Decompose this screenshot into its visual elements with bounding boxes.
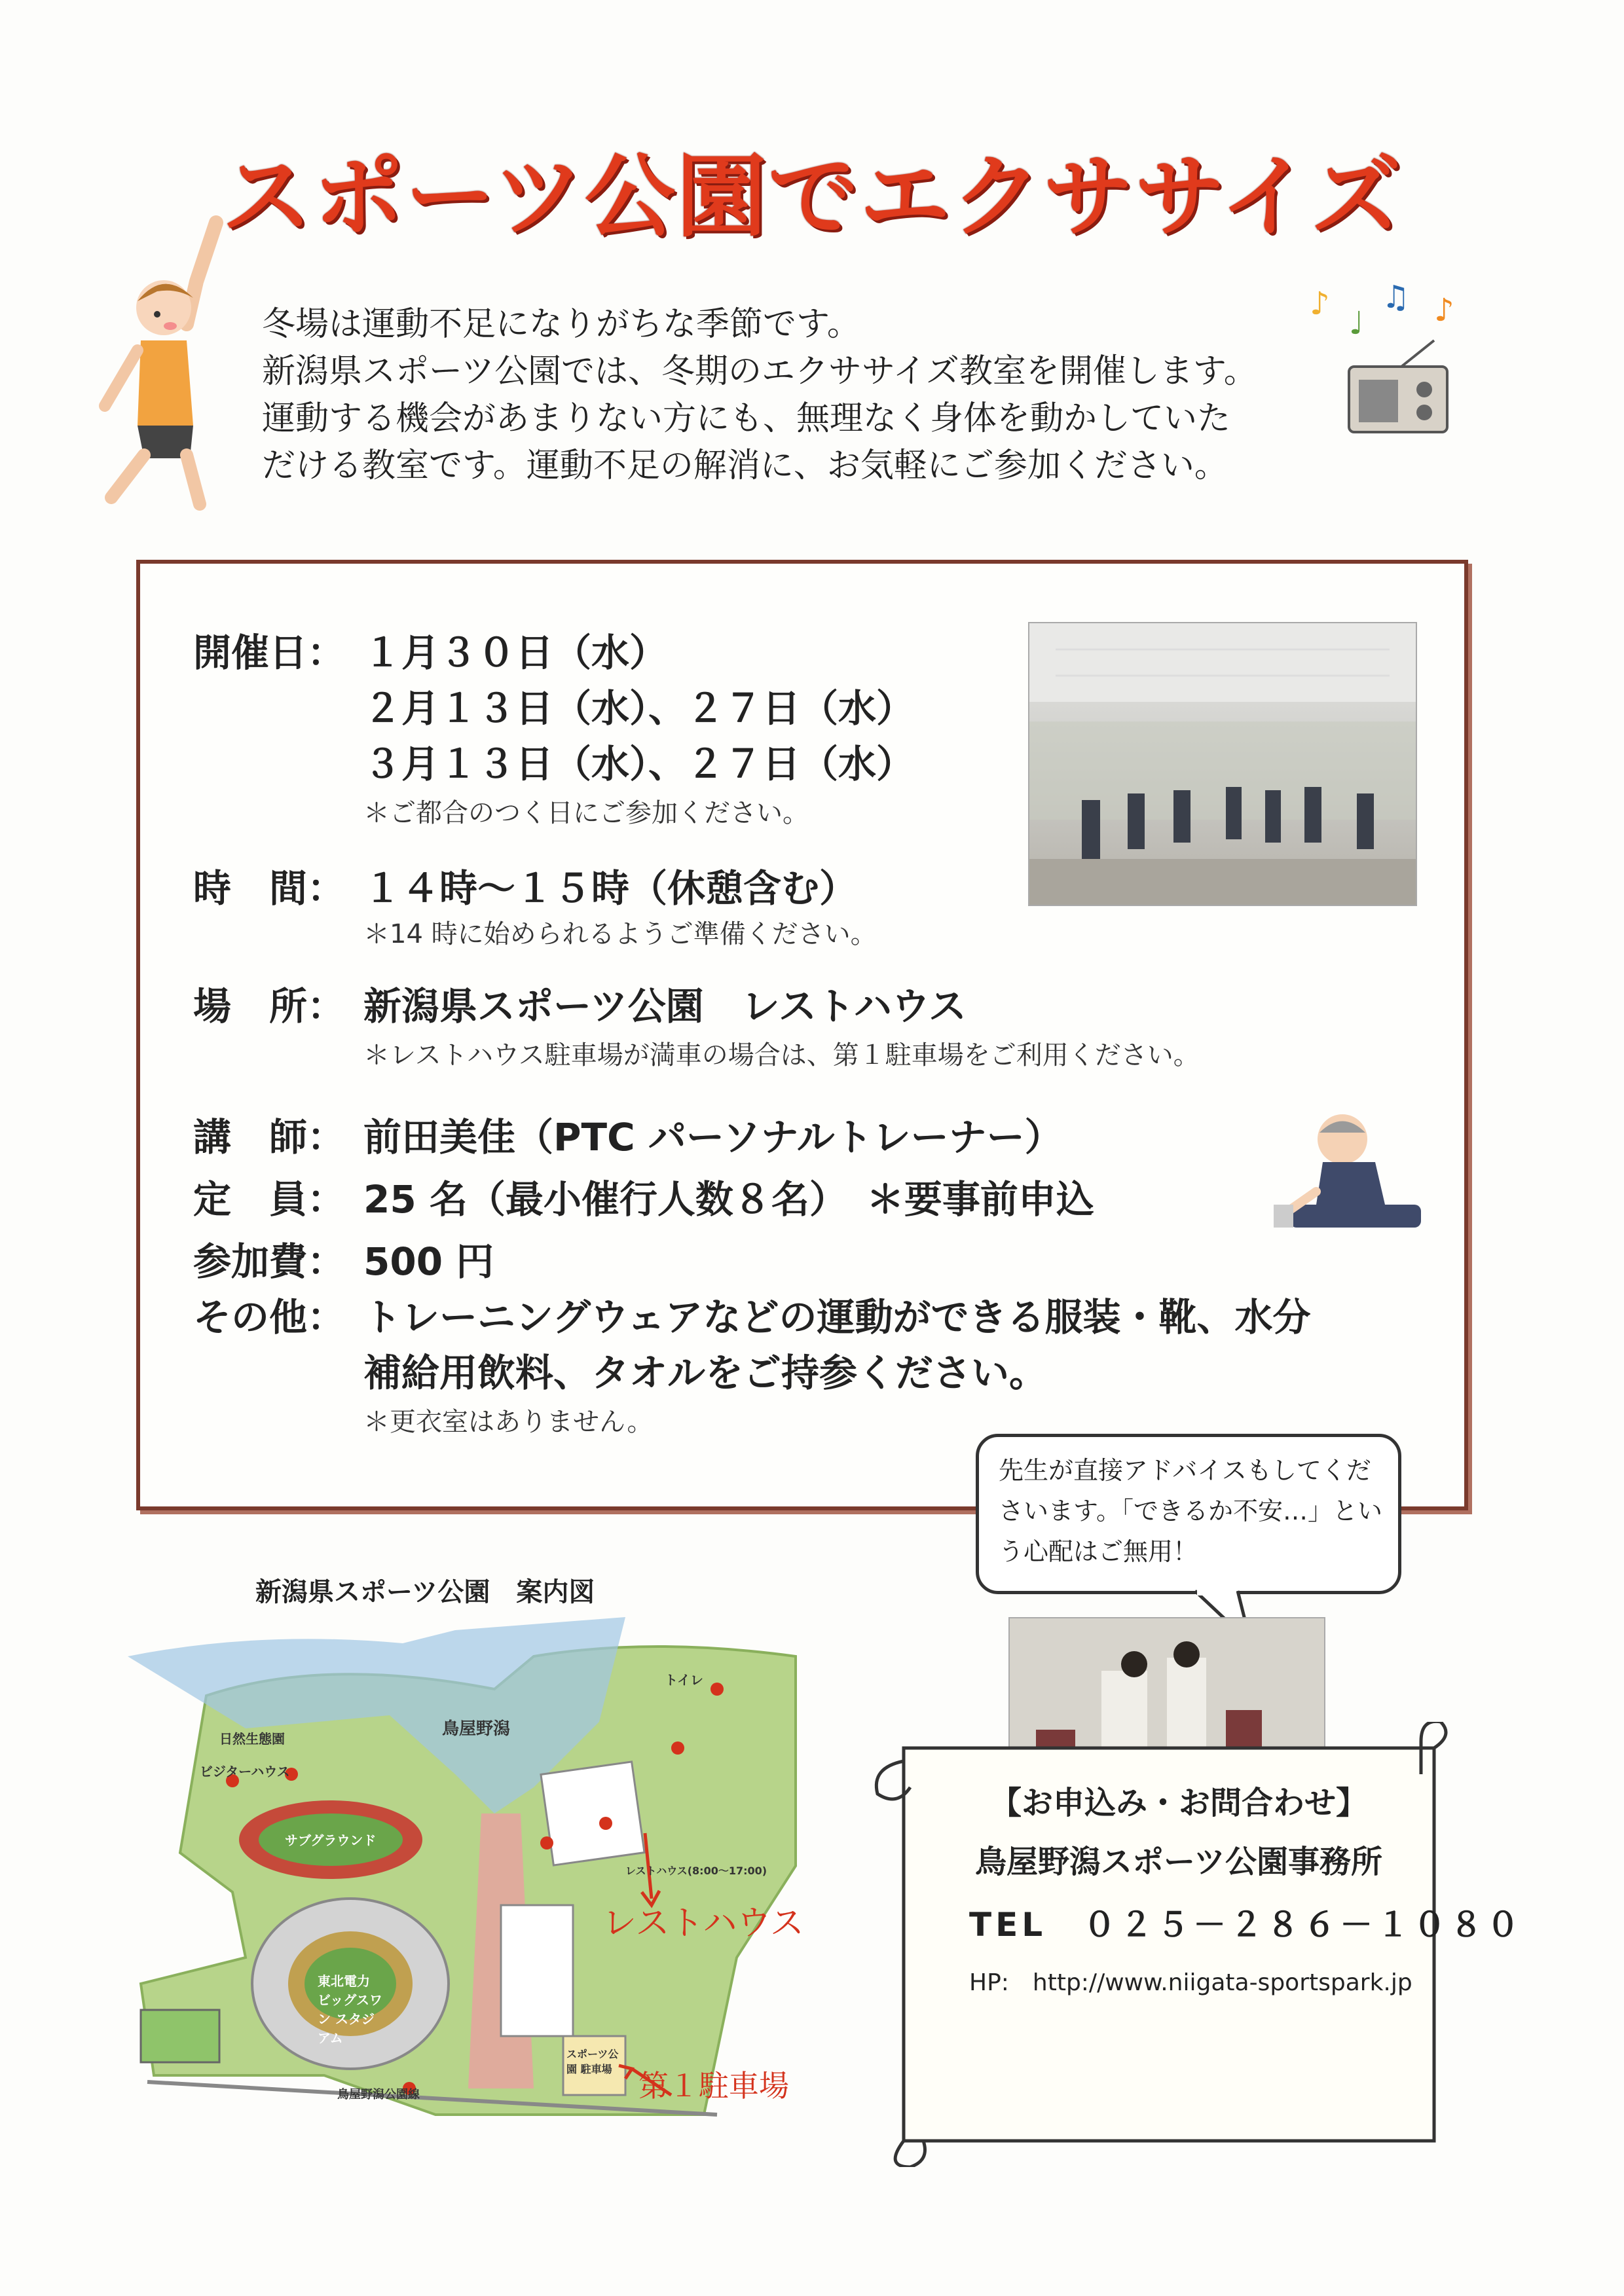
intro-line: だける教室です。運動不足の解消に、お気軽にご参加ください。 [262, 446, 1228, 485]
speech-bubble [976, 1434, 1401, 1594]
contact-org: 鳥屋野潟スポーツ公園事務所 [974, 1844, 1383, 1880]
other-label: その他： [193, 1295, 346, 1339]
time-label: 時 間： [193, 866, 346, 911]
time-note: ＊14 時に始められるようご準備ください。 [363, 919, 877, 949]
intro-line: 冬場は運動不足になりがちな季節です。 [262, 305, 860, 344]
svg-text:♫: ♫ [1382, 279, 1411, 316]
resthouse-label: レストハウス [602, 1904, 804, 1943]
other-line: トレーニングウェアなどの運動ができる服装・靴、水分 [363, 1295, 1311, 1339]
stretching-man-illustration [1270, 1106, 1434, 1237]
intro-text [262, 301, 1375, 490]
map-label-lake: 鳥屋野潟 [442, 1719, 511, 1739]
map-label-toilet: トイレ [665, 1672, 703, 1688]
place-note: ＊レストハウス駐車場が満車の場合は、第１駐車場をご利用ください。 [363, 1040, 1200, 1070]
page-title: スポーツ公園でエクササイズ [221, 144, 1403, 249]
map-label-stadium: 東北電力 ビッグスワン スタジアム [318, 1973, 382, 2046]
radio-music-illustration [1303, 275, 1473, 445]
place-label: 場 所： [193, 984, 346, 1029]
parking-label: 第１駐車場 [638, 2068, 789, 2104]
speech-line: う心配はご無用！ [999, 1537, 1198, 1566]
map-label-nature: 日然生態園 [219, 1731, 285, 1747]
date-note: ＊ご都合のつく日にご参加ください。 [363, 798, 809, 828]
map-label-parking-small: スポーツ公園 駐車場 [566, 2048, 619, 2075]
date-line: ３月１３日（水）、２７日（水） [363, 742, 915, 786]
map-label-road: 鳥屋野潟公園線 [337, 2088, 420, 2102]
date-line: ２月１３日（水）、２７日（水） [363, 686, 915, 731]
contact-phone: TEL ０２５－２８６－１０８０ [969, 1906, 1524, 1944]
map-title: 新潟県スポーツ公園 案内図 [255, 1577, 595, 1607]
place-value: 新潟県スポーツ公園 レストハウス [363, 984, 967, 1029]
other-note: ＊更衣室はありません。 [363, 1407, 654, 1437]
speech-line: 先生が直接アドバイスもしてくだ [999, 1456, 1371, 1485]
date-label: 開催日： [193, 630, 346, 675]
contact-heading: 【お申込み・お問合わせ】 [989, 1785, 1367, 1821]
intro-line: 運動する機会があまりない方にも、無理なく身体を動かしていた [262, 399, 1231, 438]
time-value: １４時～１５時（休憩含む） [363, 866, 858, 911]
svg-text:♩: ♩ [1349, 305, 1364, 342]
contact-website[interactable]: HP: http://www.niigata-sportspark.jp [969, 1969, 1412, 1996]
map-label-visitor: ビジターハウス [200, 1764, 290, 1779]
fee-label: 参加費： [193, 1239, 346, 1284]
intro-line: 新潟県スポーツ公園では、冬期のエクササイズ教室を開催します。 [262, 352, 1257, 391]
other-line: 補給用飲料、タオルをご持参ください。 [363, 1351, 1048, 1395]
stretching-woman-illustration [65, 210, 249, 511]
fee-value: 500 円 [363, 1239, 494, 1284]
svg-text:♪: ♪ [1434, 292, 1454, 329]
svg-text:♪: ♪ [1310, 285, 1330, 322]
capacity-value: 25 名（最小催行人数８名） ＊要事前申込 [363, 1177, 1094, 1222]
map-label-resthouse-small: レストハウス(8:00〜17:00) [625, 1865, 767, 1877]
date-line: １月３０日（水） [363, 630, 668, 675]
instructor-label: 講 師： [193, 1115, 346, 1159]
class-photo-figures [1029, 623, 1416, 905]
speech-line: さいます。「できるか不安…」とい [999, 1497, 1382, 1525]
date-row [193, 622, 344, 677]
map-label-subground: サブグラウンド [285, 1832, 377, 1848]
capacity-label: 定 員： [193, 1177, 346, 1222]
class-photo [1028, 622, 1417, 906]
instructor-value: 前田美佳（PTC パーソナルトレーナー） [363, 1115, 1063, 1159]
